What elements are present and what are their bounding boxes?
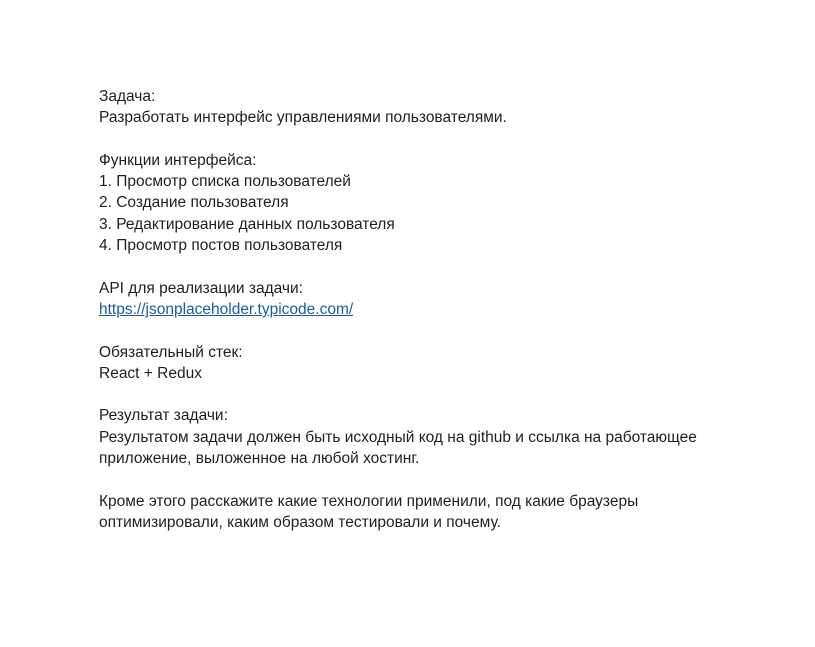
features-heading: Функции интерфейса: [99, 151, 257, 169]
task-section [99, 86, 779, 129]
stack-heading: Обязательный стек: [99, 343, 243, 361]
api-section [99, 278, 779, 321]
task-text: Разработать интерфейс управлениями пользователями. [99, 109, 507, 127]
features-section [99, 150, 779, 256]
task-heading: Задача: [99, 88, 156, 105]
result-heading: Результат задачи: [99, 407, 228, 425]
paragraph-gap [99, 384, 779, 405]
feature-item: 2. Создание пользователя [99, 194, 289, 212]
api-link[interactable]: https://jsonplaceholder.typicode.com/ [99, 300, 354, 318]
task-document [99, 86, 779, 533]
paragraph-gap [99, 256, 779, 277]
extra-line: Кроме этого расскажите какие технологии применили, под какие браузеры [99, 492, 639, 510]
extra-section [99, 491, 779, 534]
paragraph-gap [99, 129, 779, 150]
result-line: Результатом задачи должен быть исходный код на github и ссылка на работающее [99, 428, 697, 446]
stack-section [99, 342, 779, 385]
extra-line: оптимизировали, каким образом тестировали и почему. [99, 513, 501, 531]
feature-item: 4. Просмотр постов пользователя [99, 237, 343, 255]
feature-item: 3. Редактирование данных пользователя [99, 215, 395, 233]
feature-item: 1. Просмотр списка пользователей [99, 173, 351, 191]
result-line: приложение, выложенное на любой хостинг. [99, 450, 420, 468]
api-heading: API для реализации задачи: [99, 279, 303, 297]
paragraph-gap [99, 469, 779, 490]
result-section [99, 405, 779, 469]
stack-text: React + Redux [99, 364, 202, 382]
paragraph-gap [99, 320, 779, 341]
